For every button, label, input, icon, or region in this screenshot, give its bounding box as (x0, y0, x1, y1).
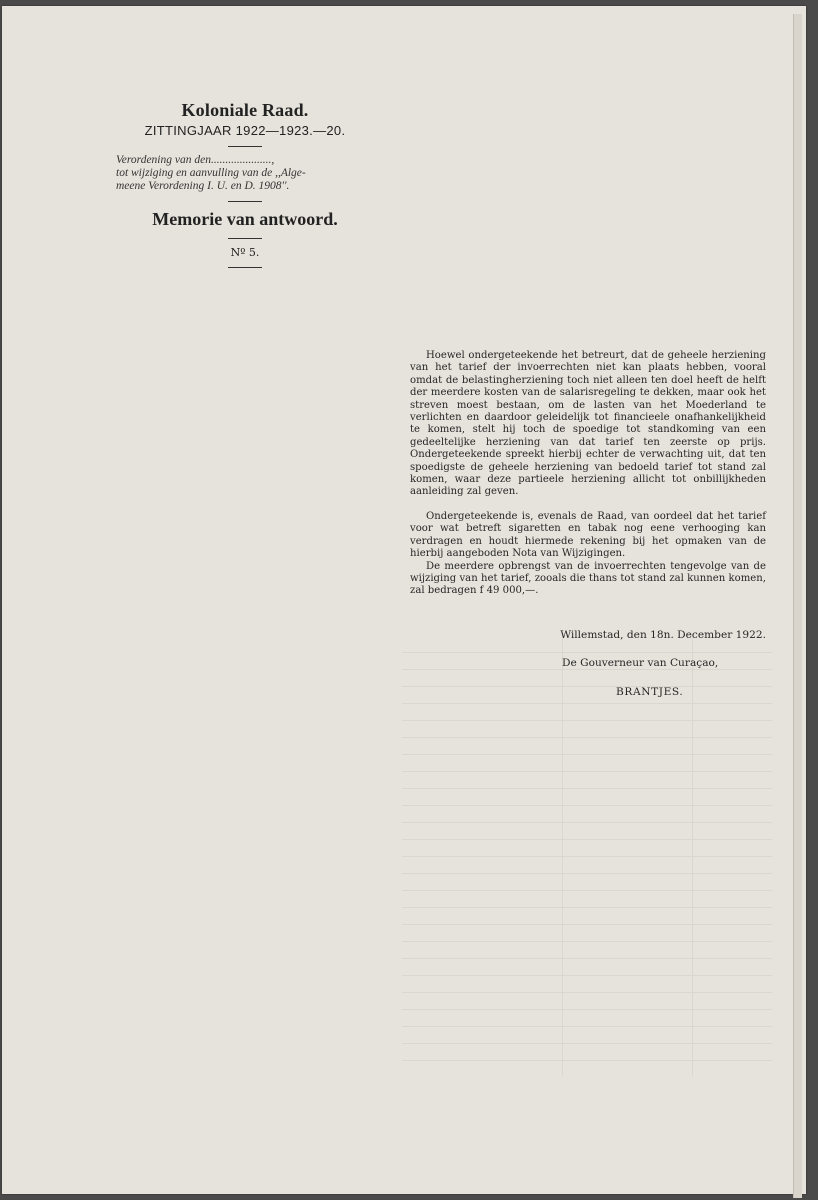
signatory-name: BRANTJES. (616, 686, 684, 698)
page-edge (793, 14, 802, 1198)
divider (228, 238, 262, 239)
description-line: tot wijziging en aanvulling van de ,,Alge- (116, 167, 306, 179)
description-line: Verordening van den....................., (116, 154, 275, 166)
ordinance-description (116, 154, 380, 193)
paragraph: De meerdere opbrengst van de invoerrechten tengevolge van de wijziging van het tarief, zooals die thans tot stand zal kunnen komen, zal bedragen f 49 000,—. (410, 560, 766, 597)
document-number: Nº 5. (230, 246, 260, 259)
council-title: Koloniale Raad. (181, 100, 309, 120)
session-year: ZITTINGJAAR 1922—1923.—20. (144, 123, 346, 138)
bleed-through-table (402, 636, 772, 1076)
paragraph: Hoewel ondergeteekende het betreurt, dat de geheele herziening van het tarief der invoerrechten niet kan plaats hebben, vooral omdat de belastingherziening toch niet alleen ten doel heeft de helft der meerdere kosten van de salarisregeling te dekken, maar ook het streven moest bestaan, om de lasten van het Moederland te verlichten en daardoor geleidelijk tot financieele onafhankelijkheid te komen, stelt hij toch de spoedige tot standkoming van een gedeeltelijke herziening van dat tarief ten zeerste op prijs. Ondergeteekende spreekt hierbij echter de verwachting uit, dat ten spoedigste de geheele herziening van bedoeld tarief tot stand zal komen, waar deze partieele herziening allicht tot onbillijkheden aanleiding zal geven. (410, 350, 766, 498)
document-header (110, 100, 380, 275)
memo-title: Memorie van antwoord. (152, 209, 338, 229)
place-date: Willemstad, den 18n. December 1922. (560, 629, 766, 641)
description-line: meene Verordening I. U. en D. 1908''. (116, 180, 290, 192)
divider (228, 201, 262, 202)
paragraph: Ondergeteekende is, evenals de Raad, van oordeel dat het tarief voor wat betreft sigaretten en tabak nog eene verhooging kan verdragen en houdt hiermede rekening bij het opmaken van de hierbij aangeboden Nota van Wijzigingen. (410, 510, 766, 560)
memo-body (410, 350, 766, 610)
divider (228, 146, 262, 147)
divider (228, 267, 262, 268)
signatory-office: De Gouverneur van Curaçao, (562, 657, 719, 669)
